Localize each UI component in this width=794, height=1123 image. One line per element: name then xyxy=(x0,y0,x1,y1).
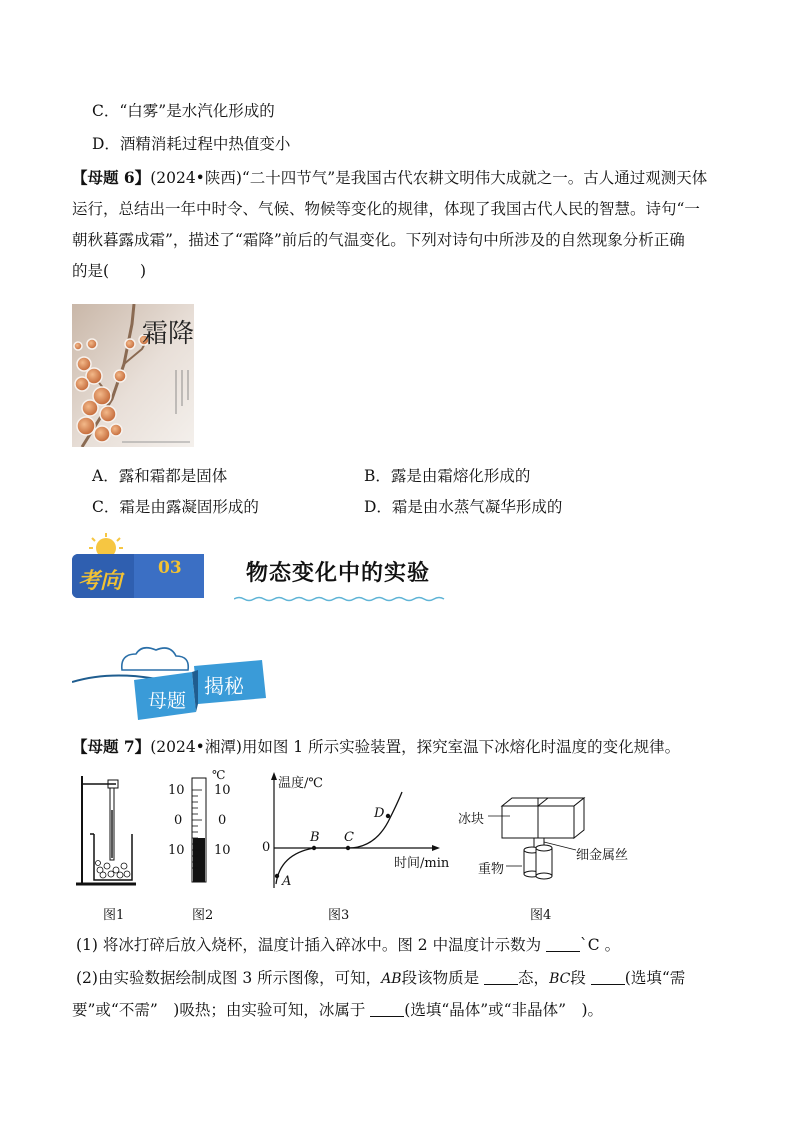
q7-sub2-text-a: (2)由实验数据绘制成图 3 所示图像，可知， xyxy=(76,969,382,987)
section-badge xyxy=(72,532,207,602)
q7-sub2-text-e: (选填“需 xyxy=(624,969,686,987)
fig2-unit: ℃ xyxy=(212,768,226,782)
q6-option-a: A．露和霜都是固体 xyxy=(92,467,228,485)
frost-title-glyph: 霜降 xyxy=(141,319,194,349)
fig2-top-right: 10 xyxy=(214,783,231,798)
question-6-line3: 朝秋暮露成霜”，描述了“霜降”前后的气温变化。下列对诗句中所涉及的自然现象分析正确 xyxy=(72,231,685,249)
banner-mother-question xyxy=(72,640,272,720)
fig4-label-weight: 重物 xyxy=(478,862,505,877)
caption-fig2: 图2 xyxy=(192,908,214,923)
fig3-point-a: A xyxy=(282,874,292,889)
figure-4-ice-block xyxy=(458,770,648,890)
fig4-label-wire: 细金属丝 xyxy=(576,848,629,863)
fig4-label-ice: 冰块 xyxy=(458,812,485,827)
q6-option-c: C．霜是由露凝固形成的 xyxy=(92,498,259,516)
frost-photo xyxy=(72,304,194,447)
q7-sub2-text-b: 段该物质是 xyxy=(401,969,480,987)
fig3-point-d: D xyxy=(374,806,385,821)
cloud-icon xyxy=(122,648,188,670)
question-7-intro xyxy=(72,737,680,757)
section-badge-number: 03 xyxy=(158,558,182,578)
fig2-top-left: 10 xyxy=(168,783,185,798)
fig2-mid-left: 0 xyxy=(174,813,183,828)
fig2-bottom-left: 10 xyxy=(168,843,185,858)
banner-text-2: 揭秘 xyxy=(204,674,244,698)
section-title: 物态变化中的实验 xyxy=(246,561,431,586)
section-badge-text: 考向 xyxy=(78,569,123,594)
question-7-line1: (2024•湘潭)用如图 1 所示实验装置，探究室温下冰熔化时温度的变化规律。 xyxy=(150,738,681,756)
fig2-bottom-right: 10 xyxy=(214,843,231,858)
prev-option-d: D．酒精消耗过程中热值变小 xyxy=(92,135,291,153)
q7-sub2-text-c: 态， xyxy=(518,969,550,987)
q7-sub2-bc: BC xyxy=(549,971,571,987)
q7-sub1-unit: `C 。 xyxy=(580,936,621,954)
q7-sub2-ab: AB xyxy=(381,971,402,987)
question-6-line4: 的是( ) xyxy=(72,262,147,280)
fig2-mid-right: 0 xyxy=(218,813,227,828)
figure-1-apparatus xyxy=(74,770,149,890)
prev-option-c: C．“白雾”是水汽化形成的 xyxy=(92,102,275,120)
fig3-origin: 0 xyxy=(262,840,271,855)
question-7-tag: 【母题 7】 xyxy=(72,737,151,756)
q7-sub1-text: (1) 将冰打碎后放入烧杯，温度计插入碎冰中。图 2 中温度计示数为 xyxy=(76,936,542,954)
q7-sub2-line2-text-a: 要”或“不需” )吸热；由实验可知，冰属于 xyxy=(72,1001,366,1019)
q7-sub2-blank-crystal[interactable] xyxy=(370,1002,404,1017)
q7-sub1-blank[interactable] xyxy=(546,937,580,952)
fig3-point-b: B xyxy=(310,830,320,845)
caption-fig1: 图1 xyxy=(103,908,125,923)
section-title-underline xyxy=(234,588,446,592)
banner-text-1: 母题 xyxy=(148,690,187,712)
fig3-xlabel: 时间/min xyxy=(394,856,450,871)
fig3-point-c: C xyxy=(344,830,354,845)
q7-sub2-blank-heat[interactable] xyxy=(591,970,625,985)
q6-option-b: B．露是由霜熔化形成的 xyxy=(364,467,531,485)
caption-fig4: 图4 xyxy=(530,908,552,923)
question-6-line2: 运行，总结出一年中时令、气候、物候等变化的规律，体现了我国古代人民的智慧。诗句“一 xyxy=(72,200,700,218)
figure-3-graph xyxy=(258,770,458,895)
q7-sub2-text-d: 段 xyxy=(570,969,586,987)
question-6 xyxy=(72,162,727,287)
q7-sub2-line2 xyxy=(72,1000,603,1020)
q6-option-d: D．霜是由水蒸气凝华形成的 xyxy=(364,498,563,516)
q7-sub2-blank-state[interactable] xyxy=(484,970,518,985)
question-6-tag: 【母题 6】 xyxy=(72,168,151,187)
fig3-ylabel: 温度/℃ xyxy=(278,776,323,791)
caption-fig3: 图3 xyxy=(328,908,350,923)
q7-sub1 xyxy=(76,935,620,955)
figure-2-thermometer xyxy=(160,768,240,888)
q7-sub2-line1 xyxy=(76,968,685,989)
q7-sub2-line2-text-b: (选填“晶体”或“非晶体” )。 xyxy=(404,1001,604,1019)
question-6-line1: (2024•陕西)“二十四节气”是我国古代农耕文明伟大成就之一。古人通过观测天体 xyxy=(150,169,708,187)
